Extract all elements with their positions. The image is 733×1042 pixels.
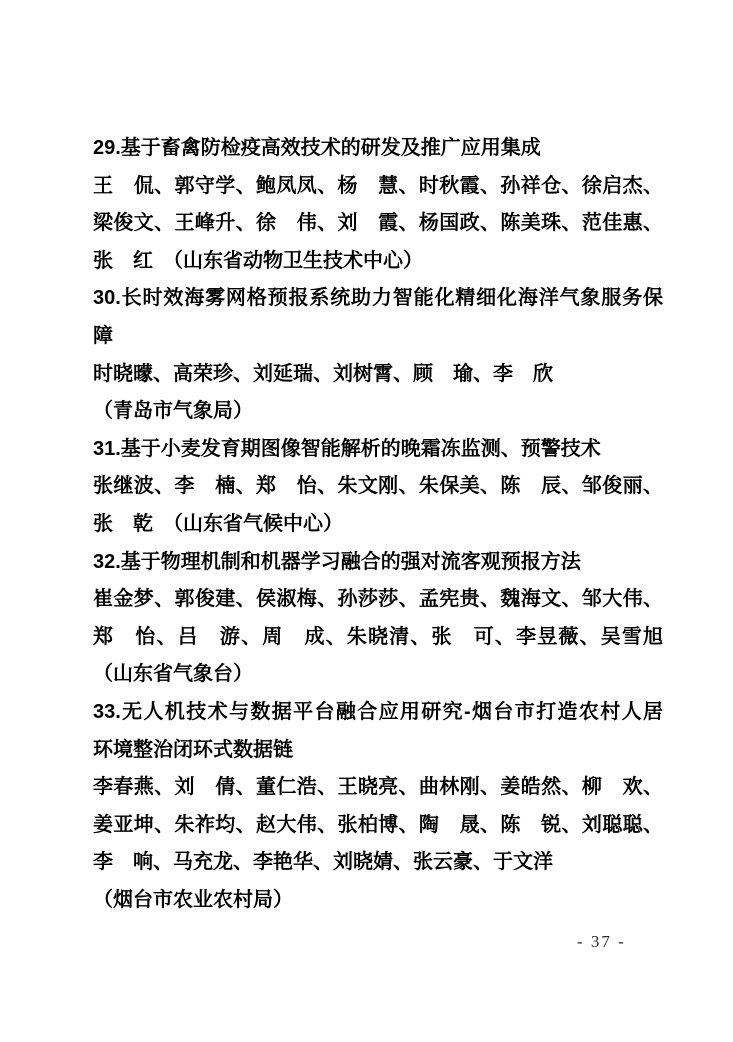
- entry-29-title: 29.基于畜禽防检疫高效技术的研发及推广应用集成: [93, 137, 541, 159]
- entry-32-title: 32.基于物理机制和机器学习融合的强对流客观预报方法: [93, 550, 581, 573]
- entry-33-authors-line-2: 姜亚坤、朱祚均、赵大伟、张柏博、陶 晟、陈 锐、刘聪聪、: [93, 813, 663, 836]
- entry-30-title-line-2: 障: [93, 324, 113, 347]
- entry-32-authors-line-1: 崔金梦、郭俊建、侯淑梅、孙莎莎、孟宪贵、魏海文、邹大伟、: [93, 588, 663, 611]
- entry-33-title-line-1: 33.无人机技术与数据平台融合应用研究-烟台市打造农村人居: [93, 700, 663, 723]
- entry-32-authors-line-2: 郑 怡、吕 游、周 成、朱晓清、张 可、李昱薇、吴雪旭: [93, 625, 663, 648]
- entry-32-org: （山东省气象台）: [93, 663, 253, 686]
- entry-29-authors-line-1: 王 侃、郭守学、鲍凤凤、杨 慧、时秋霞、孙祥仓、徐启杰、: [93, 174, 663, 197]
- entry-30-org: （青岛市气象局）: [93, 400, 253, 423]
- entry-33-title-line-2: 环境整治闭环式数据链: [93, 738, 293, 761]
- entry-29-authors-org: 张 红 （山东省动物卫生技术中心）: [93, 249, 423, 272]
- entry-33-authors-line-3: 李 响、马充龙、李艳华、刘晓婧、张云豪、于文洋: [93, 851, 553, 874]
- entry-33-org: （烟台市农业农村局）: [93, 888, 293, 911]
- entry-31-title: 31.基于小麦发育期图像智能解析的晚霜冻监测、预警技术: [93, 437, 601, 460]
- page-number: - 37 -: [577, 932, 626, 951]
- entry-30-authors: 时晓曚、高荣珍、刘延瑞、刘树霄、顾 瑜、李 欣: [93, 362, 553, 385]
- entry-31-authors-line-1: 张继波、李 楠、郑 怡、朱文刚、朱保美、陈 辰、邹俊丽、: [93, 475, 663, 498]
- entry-29-authors-line-2: 梁俊文、王峰升、徐 伟、刘 霞、杨国政、陈美珠、范佳惠、: [93, 212, 663, 235]
- entry-31-authors-org: 张 乾 （山东省气候中心）: [93, 512, 343, 535]
- entry-30-title-line-1: 30.长时效海雾网格预报系统助力智能化精细化海洋气象服务保: [93, 287, 663, 310]
- entry-33-authors-line-1: 李春燕、刘 倩、董仁浩、王晓亮、曲林刚、姜皓然、柳 欢、: [93, 776, 663, 799]
- document-text-block: [93, 130, 663, 919]
